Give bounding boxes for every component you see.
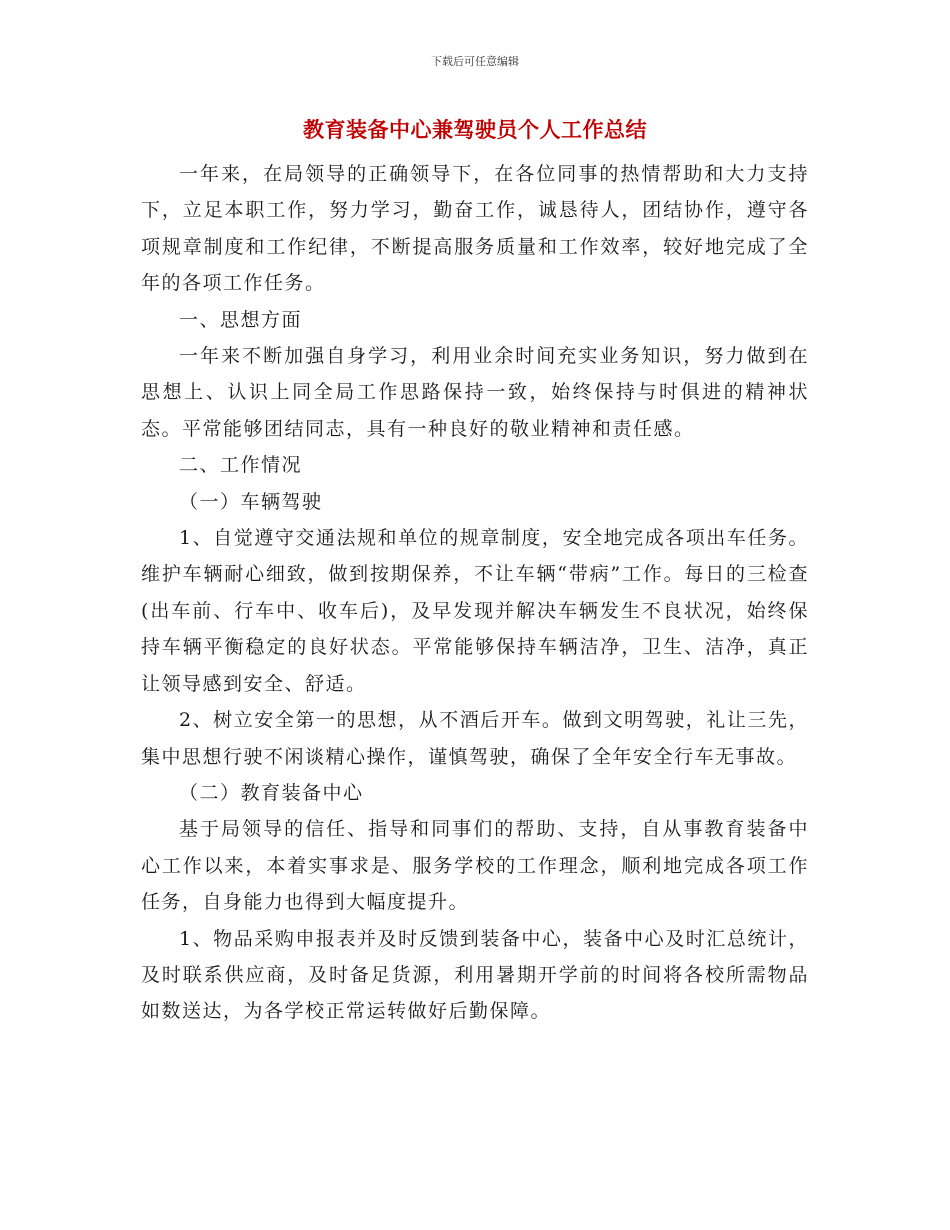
driving-item-2: 2、树立安全第一的思想，从不酒后开车。做到文明驾驶，礼让三先，集中思想行驶不闲谈精心操作，谨慎驾驶，确保了全年安全行车无事故。 bbox=[141, 709, 809, 768]
thought-paragraph: 一年来不断加强自身学习，利用业余时间充实业务知识，努力做到在思想上、认识上同全局工作思路保持一致，始终保持与时俱进的精神状态。平常能够团结同志，具有一种良好的敬业精神和责任感。 bbox=[141, 345, 809, 440]
subheading-equipment-center: （二）教育装备中心 bbox=[179, 781, 364, 804]
subheading-driving: （一）车辆驾驶 bbox=[179, 490, 323, 513]
document-body bbox=[141, 156, 809, 1030]
section-heading-thought: 一、思想方面 bbox=[179, 308, 303, 331]
intro-paragraph: 一年来，在局领导的正确领导下，在各位同事的热情帮助和大力支持下，立足本职工作，努力学习，勤奋工作，诚恳待人，团结协作，遵守各项规章制度和工作纪律，不断提高服务质量和工作效率，较好地完成了全年的各项工作任务。 bbox=[141, 163, 809, 295]
equipment-intro-paragraph: 基于局领导的信任、指导和同事们的帮助、支持，自从事教育装备中心工作以来，本着实事求是、服务学校的工作理念，顺利地完成各项工作任务，自身能力也得到大幅度提升。 bbox=[141, 818, 809, 914]
section-heading-work: 二、工作情况 bbox=[179, 454, 303, 477]
document-title: 教育装备中心兼驾驶员个人工作总结 bbox=[303, 118, 647, 142]
equipment-item-1: 1、物品采购申报表并及时反馈到装备中心，装备中心及时汇总统计，及时联系供应商，及时备足货源，利用暑期开学前的时间将各校所需物品如数送达，为各学校正常运转做好后勤保障。 bbox=[141, 927, 809, 1023]
driving-item-1: 1、自觉遵守交通法规和单位的规章制度，安全地完成各项出车任务。维护车辆耐心细致，做到按期保养，不让车辆“带病”工作。每日的三检查(出车前、行车中、收车后)，及早发现并解决车辆发生不良状况，始终保持车辆平衡稳定的良好状态。平常能够保持车辆洁净，卫生、洁净，真正让领导感到安全、舒适。 bbox=[141, 527, 809, 695]
header-note: 下载后可任意编辑 bbox=[431, 55, 519, 68]
